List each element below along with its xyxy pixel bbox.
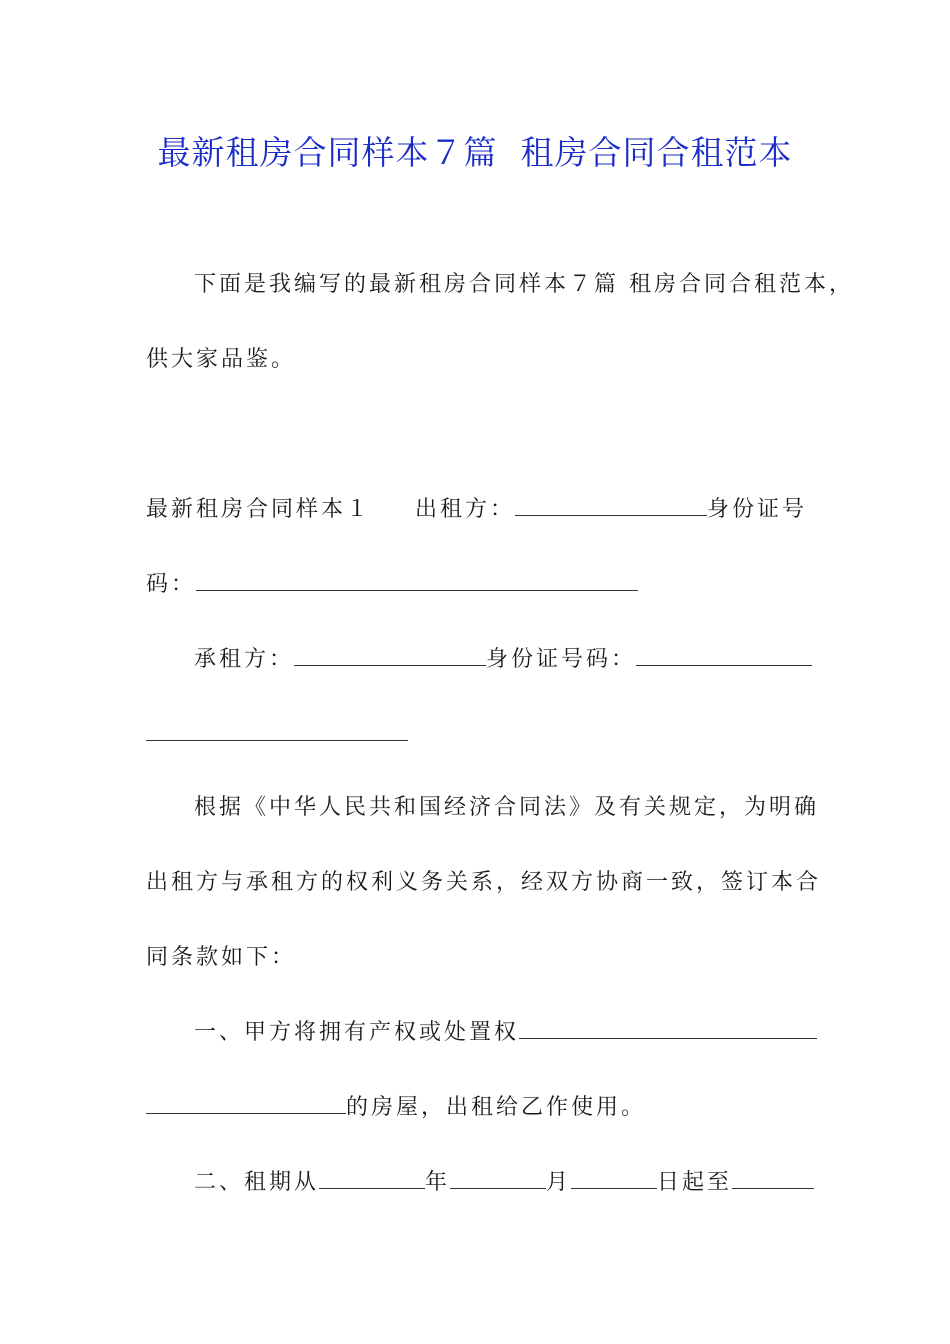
lessee-label: 承租方：	[194, 647, 295, 672]
clause1-text-part1: 一、甲方将拥有产权或处置权	[194, 1020, 520, 1045]
clause1-text-part2: 的房屋，出租给乙作使用。	[346, 1095, 647, 1120]
lessor-name-blank	[515, 493, 707, 516]
clause1-line-1	[194, 1013, 856, 1053]
start-year-blank	[319, 1166, 425, 1189]
basis-line-2: 出租方与承租方的权利义务关系，经双方协商一致，签订本合	[146, 870, 822, 895]
lessee-id-label: 身份证号码：	[486, 647, 637, 672]
end-date-blank	[732, 1166, 814, 1189]
lessee-id-blank-continued	[146, 740, 408, 741]
start-day-blank	[571, 1166, 657, 1189]
lessee-id-blank	[636, 643, 812, 666]
lessor-id-blank	[196, 568, 638, 591]
document-title: 最新租房合同样本７篇 租房合同合租范本	[157, 133, 793, 172]
intro-line-1: 下面是我编写的最新租房合同样本７篇 租房合同合租范本，	[194, 272, 854, 297]
basis-line-1: 根据《中华人民共和国经济合同法》及有关规定，为明确	[194, 795, 820, 820]
property-blank	[519, 1016, 817, 1039]
year-label: 年	[425, 1170, 451, 1195]
lessor-id-line	[146, 565, 808, 605]
clause2-text-part1: 二、租期从	[194, 1170, 320, 1195]
lessee-line	[194, 640, 856, 680]
day-to-label: 日起至	[657, 1170, 733, 1195]
clause1-line-2	[146, 1088, 808, 1128]
intro-line-2: 供大家品鉴。	[146, 347, 297, 372]
month-label: 月	[546, 1170, 572, 1195]
sample1-heading: 最新租房合同样本１	[146, 497, 372, 522]
lessor-id-label-part1: 身份证号	[707, 497, 808, 522]
lessee-name-blank	[294, 643, 486, 666]
sample1-line	[146, 490, 808, 530]
lessor-id-label-part2: 码：	[146, 572, 197, 597]
clause2-line	[194, 1163, 856, 1203]
lessor-label: 出租方：	[415, 497, 516, 522]
basis-line-3: 同条款如下：	[146, 945, 297, 970]
property-blank-continued	[146, 1091, 346, 1114]
start-month-blank	[450, 1166, 546, 1189]
